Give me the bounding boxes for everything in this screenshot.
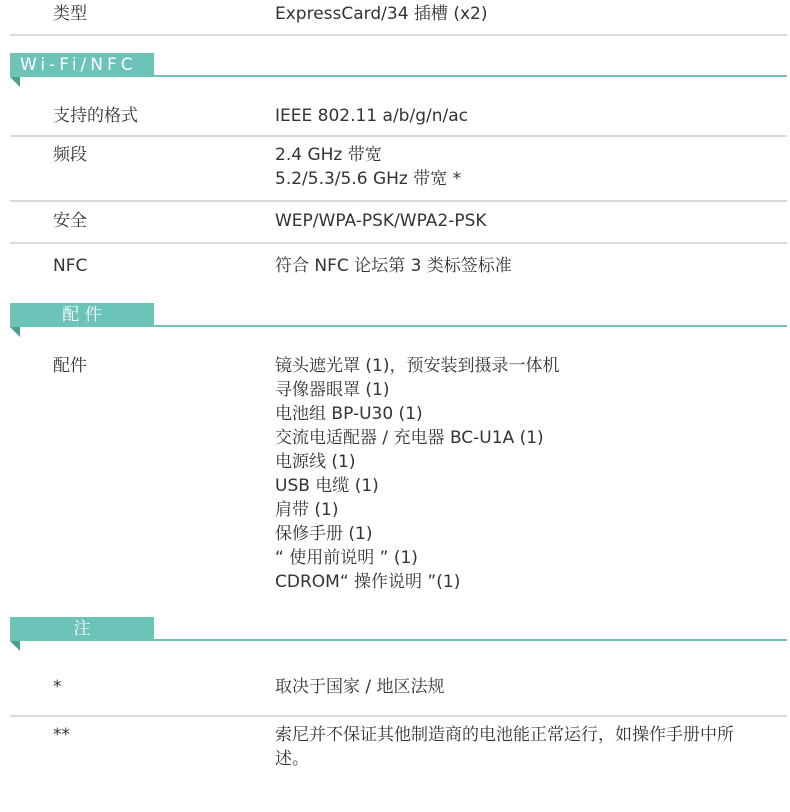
spec-row-band bbox=[10, 137, 787, 202]
spec-value-line: 索尼并不保证其他制造商的电池能正常运行，如操作手册中所述。 bbox=[275, 725, 734, 769]
spec-value bbox=[275, 354, 559, 594]
section-header-notes bbox=[10, 617, 787, 651]
accessory-item: 寻像器眼罩 (1) bbox=[275, 380, 390, 400]
spec-row-formats bbox=[10, 92, 787, 137]
spec-row-type bbox=[10, 0, 787, 36]
accessory-item: 镜头遮光罩 (1)，预安装到摄录一体机 bbox=[275, 356, 560, 376]
spec-value bbox=[275, 675, 445, 699]
spec-label: 配件 bbox=[53, 356, 87, 376]
spec-label: * bbox=[53, 677, 62, 697]
section-title: 注 bbox=[10, 617, 154, 641]
spec-value bbox=[275, 254, 512, 278]
accessory-item: “ 使用前说明 ” (1) bbox=[275, 548, 418, 568]
spec-row-accessories bbox=[10, 340, 787, 600]
accessory-item: CDROM“ 操作说明 ”(1) bbox=[275, 572, 461, 592]
spec-value-line: 取决于国家 / 地区法规 bbox=[275, 677, 445, 697]
spec-row-note-1 bbox=[10, 660, 787, 717]
spec-row-note-2 bbox=[10, 717, 787, 807]
section-rule bbox=[154, 639, 787, 641]
spec-row-nfc bbox=[10, 244, 787, 290]
spec-value bbox=[275, 104, 468, 128]
spec-value bbox=[275, 143, 461, 191]
section-rule bbox=[154, 325, 787, 327]
spec-value-line: 符合 NFC 论坛第 3 类标签标准 bbox=[275, 256, 512, 276]
section-notch bbox=[10, 641, 20, 651]
accessory-item: USB 电缆 (1) bbox=[275, 476, 379, 496]
section-notch bbox=[10, 77, 20, 87]
spec-label: NFC bbox=[53, 256, 88, 276]
spec-label: 频段 bbox=[53, 145, 87, 165]
section-title: 配 件 bbox=[10, 303, 154, 327]
spec-value bbox=[275, 209, 487, 233]
spec-label: ** bbox=[53, 725, 70, 745]
accessory-item: 交流电适配器 / 充电器 BC-U1A (1) bbox=[275, 428, 544, 448]
section-rule bbox=[154, 75, 787, 77]
section-header-accessories bbox=[10, 303, 787, 337]
accessory-item: 电源线 (1) bbox=[275, 452, 356, 472]
spec-value-line: IEEE 802.11 a/b/g/n/ac bbox=[275, 106, 468, 126]
spec-value: ExpressCard/34 插槽 (x2) bbox=[275, 4, 488, 24]
spec-value-line: WEP/WPA-PSK/WPA2-PSK bbox=[275, 211, 487, 231]
spec-value bbox=[275, 723, 765, 771]
accessory-item: 肩带 (1) bbox=[275, 500, 339, 520]
section-notch bbox=[10, 327, 20, 337]
spec-label: 支持的格式 bbox=[53, 106, 138, 126]
spec-value-line: 2.4 GHz 带宽 bbox=[275, 145, 382, 165]
section-title: Wi-Fi/NFC bbox=[10, 53, 154, 77]
spec-row-security bbox=[10, 202, 787, 244]
accessory-item: 电池组 BP-U30 (1) bbox=[275, 404, 423, 424]
spec-label: 类型 bbox=[53, 4, 87, 24]
accessory-item: 保修手册 (1) bbox=[275, 524, 373, 544]
spec-value-line: 5.2/5.3/5.6 GHz 带宽 * bbox=[275, 169, 462, 189]
section-header-wifi-nfc bbox=[10, 53, 787, 87]
spec-label: 安全 bbox=[53, 211, 87, 231]
